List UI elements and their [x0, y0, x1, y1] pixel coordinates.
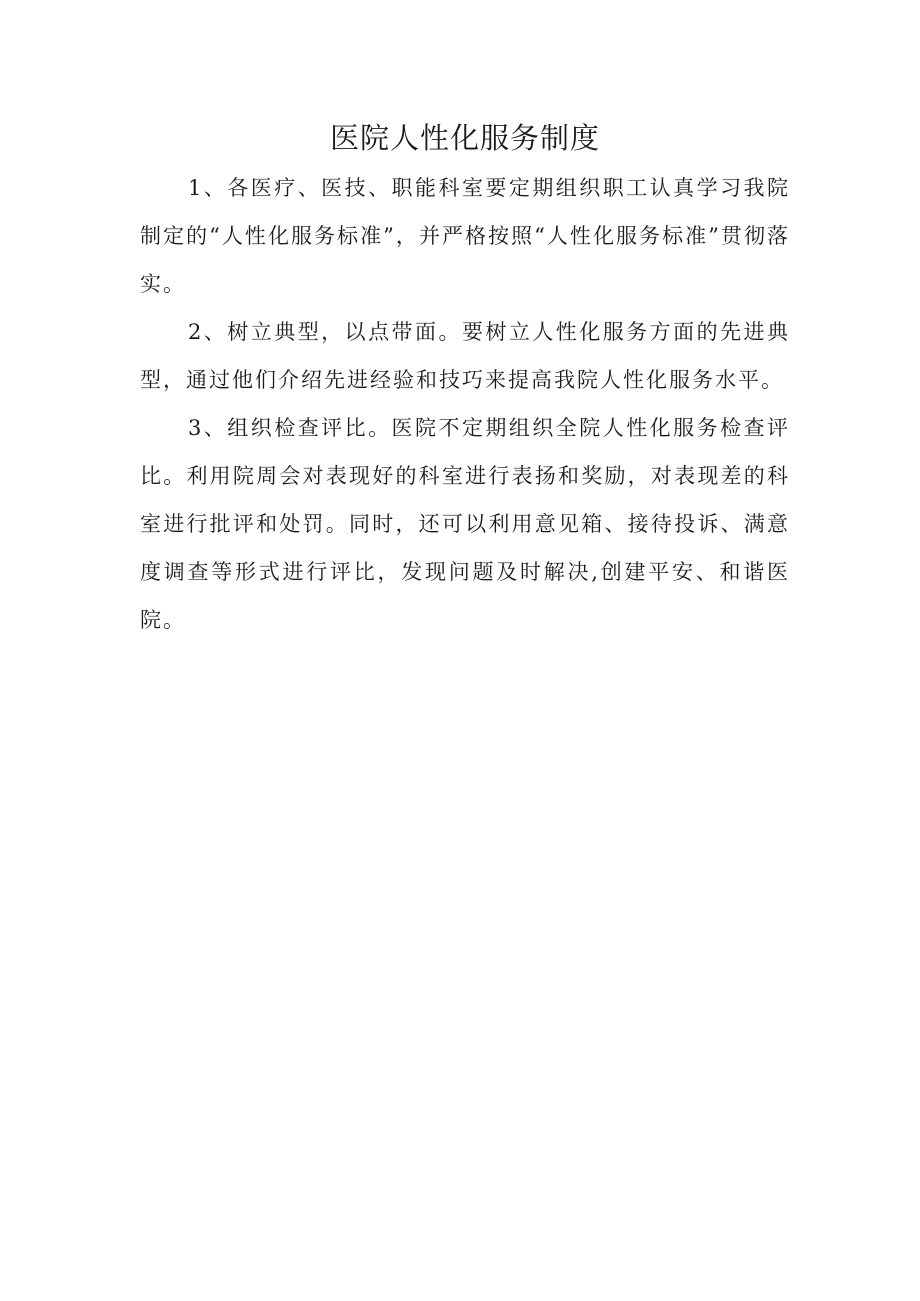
document-title: 医院人性化服务制度 [329, 121, 600, 155]
document-page [140, 112, 790, 644]
paragraph-2: 2、树立典型，以点带面。要树立人性化服务方面的先进典型，通过他们介绍先进经验和技巧来提高我院人性化服务水平。 [140, 320, 790, 392]
paragraph-3: 3、组织检查评比。医院不定期组织全院人性化服务检查评比。利用院周会对表现好的科室进行表扬和奖励，对表现差的科室进行批评和处罚。同时，还可以利用意见箱、接待投诉、满意度调查等形式进行评比，发现问题及时解决,创建平安、和谐医院。 [140, 416, 790, 632]
paragraph-1: 1、各医疗、医技、职能科室要定期组织职工认真学习我院制定的“人性化服务标准”，并严格按照“人性化服务标准”贯彻落实。 [140, 176, 790, 296]
